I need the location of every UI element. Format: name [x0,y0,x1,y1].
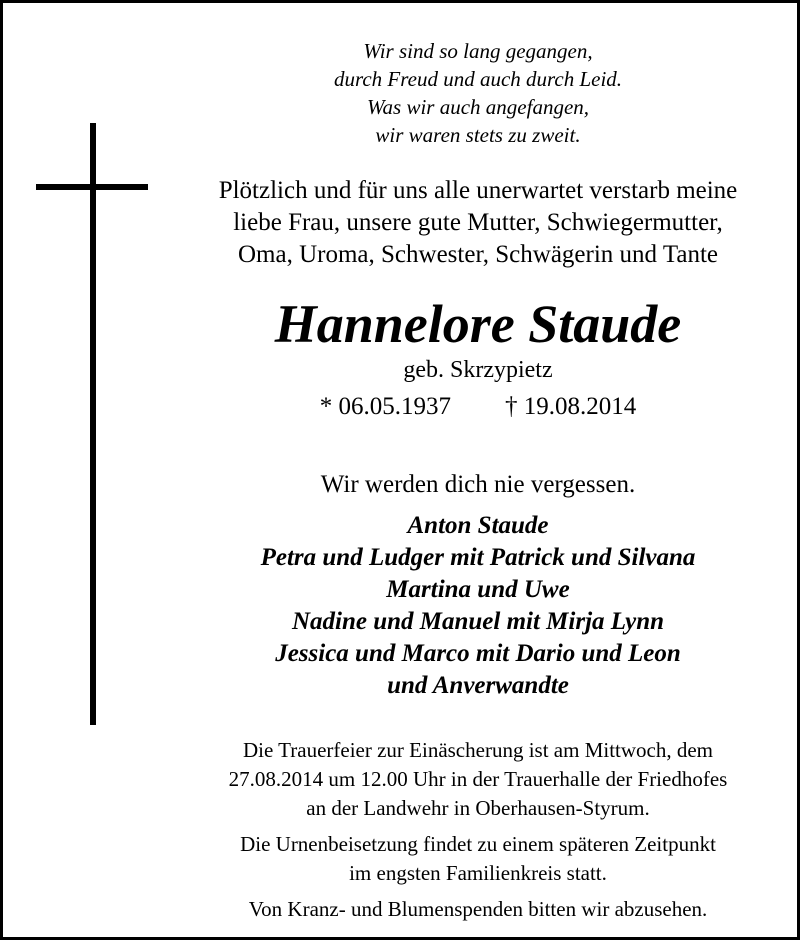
announcement-line: liebe Frau, unsere gute Mutter, Schwiegermutter, [233,209,723,236]
ceremony-line: 27.08.2014 um 12.00 Uhr in der Trauerhalle der Friedhofes [228,767,728,791]
flowers-note: Von Kranz- und Blumenspenden bitten wir abzusehen. [248,897,708,921]
death-announcement [163,175,793,271]
remembrance-motto: Wir werden dich nie vergessen. [320,471,636,498]
funeral-ceremony-info [163,736,793,823]
mourners-list [163,510,793,702]
mourner-entry: und Anverwandte [387,672,569,699]
birth-name: geb. Skrzypietz [403,357,553,383]
poem-line: wir waren stets zu zweit. [375,123,581,147]
ceremony-line: an der Landwehr in Oberhausen-Styrum. [306,796,650,820]
ceremony-line: Die Trauerfeier zur Einäscherung ist am Mittwoch, dem [242,738,714,762]
announcement-line: Plötzlich und für uns alle unerwartet verstarb meine [218,177,738,204]
cross-vertical-bar [90,123,96,725]
poem-verse [163,37,793,149]
announcement-line: Oma, Uroma, Schwester, Schwägerin und Tante [238,241,718,268]
mourner-entry: Nadine und Manuel mit Mirja Lynn [291,608,665,635]
life-dates [163,391,793,423]
urn-line: im engsten Familienkreis statt. [349,861,607,885]
mourner-entry: Petra und Ludger mit Patrick und Silvana [260,544,696,571]
birth-date: * 06.05.1937 [319,393,451,420]
poem-line: Was wir auch angefangen, [366,95,590,119]
urn-burial-info [163,830,793,888]
cross-horizontal-bar [36,184,148,190]
poem-line: durch Freud und auch durch Leid. [333,67,623,91]
mourner-entry: Martina und Uwe [386,576,570,603]
death-date: † 19.08.2014 [505,393,637,420]
mourner-entry: Jessica und Marco mit Dario und Leon [275,640,681,667]
mourner-entry: Anton Staude [407,512,549,539]
poem-line: Wir sind so lang gegangen, [363,39,593,63]
deceased-name: Hannelore Staude [274,294,682,354]
urn-line: Die Urnenbeisetzung findet zu einem späteren Zeitpunkt [240,832,716,856]
